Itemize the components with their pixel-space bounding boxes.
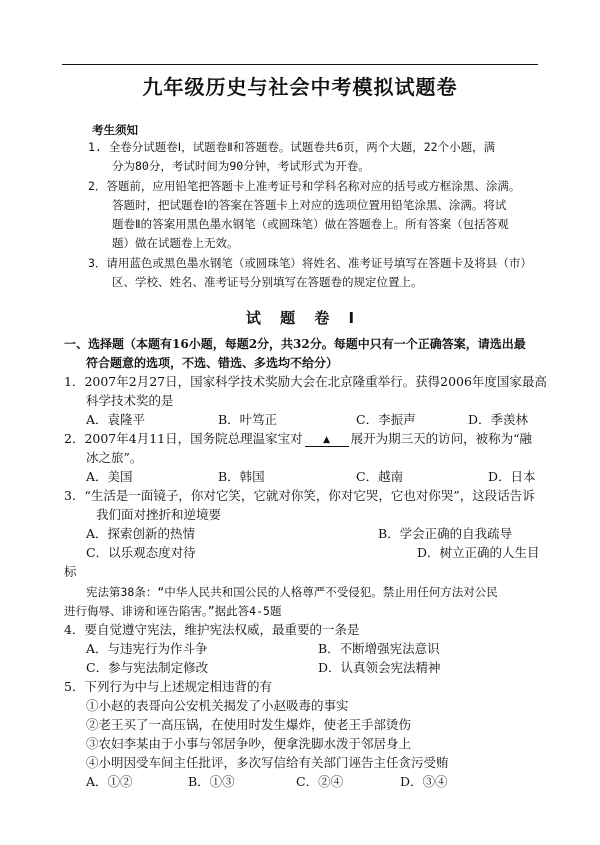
option-a[interactable]: A．袁隆平 xyxy=(86,412,146,427)
part1-heading-line: 符合题意的选项，不选、错选、多选均不给分） xyxy=(86,356,339,370)
option-c[interactable]: C．李振声 xyxy=(356,412,416,427)
option-b[interactable]: B．学会正确的自我疏导 xyxy=(378,526,513,541)
option-b[interactable]: B．①③ xyxy=(188,774,235,789)
notice-line: 2．答题前，应用铅笔把答题卡上准考证号和学科名称对应的括号或方框涂黑、涂满。 xyxy=(88,179,521,193)
notice-line: 题）做在试题卷上无效。 xyxy=(112,236,239,250)
option-c[interactable]: C．参与宪法制定修改 xyxy=(86,660,209,675)
option-d[interactable]: D．日本 xyxy=(488,469,536,484)
notice-line: 题卷Ⅱ的答案用黑色墨水钢笔（或圆珠笔）做在答题卷上。所有答案（包括答观 xyxy=(112,217,509,231)
notice-line: 答题时，把试题卷Ⅰ的答案在答题卡上对应的选项位置用铅笔涂黑、涂满。将试 xyxy=(112,198,507,212)
option-d[interactable]: D．认真领会宪法精神 xyxy=(318,660,441,675)
question-text: 3．“生活是一面镜子，你对它笑，它就对你笑，你对它哭，它也对你哭”，这段话告诉 xyxy=(64,488,535,503)
question-text: 1．2007年2月27日，国家科学技术奖励大会在北京隆重举行。获得2006年度国家最高 xyxy=(64,374,547,389)
notice-line: 3．请用蓝色或黑色墨水钢笔（或圆珠笔）将姓名、准考证号填写在答题卡及将县（市） xyxy=(88,256,532,270)
statement-item: ③农妇李某由于小事与邻居争吵，便拿洗脚水泼于邻居身上 xyxy=(86,736,412,751)
notice-heading: 考生须知 xyxy=(92,123,138,137)
material-line: 宪法第38条：“中华人民共和国公民的人格尊严不受侵犯。禁止用任何方法对公民 xyxy=(86,585,498,599)
question-text xyxy=(64,431,532,447)
option-b[interactable]: B．韩国 xyxy=(218,469,265,484)
statement-item: ④小明因受车间主任批评，多次写信给有关部门诬告主任贪污受贿 xyxy=(86,755,449,770)
option-a[interactable]: A．与违宪行为作斗争 xyxy=(86,641,208,656)
notice-line: 1. 全卷分试题卷Ⅰ，试题卷Ⅱ和答题卷。试题卷共6页，两个大题，22个小题，满 xyxy=(88,140,496,154)
question-text: 4．要自觉遵守宪法，维护宪法权威，最重要的一条是 xyxy=(64,622,360,637)
option-c[interactable]: C．②④ xyxy=(296,774,344,789)
answer-blank: ▲ xyxy=(305,434,349,447)
question-text-part: 展开为期三天的访问，被称为“融 xyxy=(350,431,533,446)
option-b[interactable]: B．叶笃正 xyxy=(218,412,278,427)
section-title: 试 题 卷 Ⅰ xyxy=(245,309,355,327)
notice-line: 区、学校、姓名、准考证号分别填写在答题卷的规定位置上。 xyxy=(112,275,423,289)
page-title: 九年级历史与社会中考模拟试题卷 xyxy=(142,75,458,99)
question-text: 我们面对挫折和逆境要 xyxy=(96,507,222,522)
part1-heading-line: 一、选择题（本题有16小题，每题2分，共32分。每题中只有一个正确答案，请选出最 xyxy=(64,337,526,351)
option-d[interactable]: D．③④ xyxy=(400,774,448,789)
option-a[interactable]: A．探索创新的热情 xyxy=(86,526,196,541)
statement-item: ①小赵的表哥向公安机关揭发了小赵吸毒的事实 xyxy=(86,698,349,713)
question-text-part: 2．2007年4月11日，国务院总理温家宝对 xyxy=(64,431,303,446)
option-d[interactable]: D．树立正确的人生目 xyxy=(417,545,540,560)
option-a[interactable]: A．美国 xyxy=(86,469,133,484)
option-a[interactable]: A．①② xyxy=(86,774,133,789)
question-text: 5．下列行为中与上述规定相违背的有 xyxy=(64,679,272,694)
question-text: 冰之旅”。 xyxy=(86,450,143,465)
notice-line: 分为80分，考试时间为90分钟，考试形式为开卷。 xyxy=(112,159,370,173)
option-wrap-text: 标 xyxy=(64,564,77,579)
option-b[interactable]: B．不断增强宪法意识 xyxy=(318,641,440,656)
material-line: 进行侮辱、诽谤和诬告陷害。”据此答4-5题 xyxy=(64,604,282,618)
statement-item: ②老王买了一高压锅，在使用时发生爆炸，使老王手部烫伤 xyxy=(86,717,412,732)
top-rule xyxy=(62,64,538,65)
option-d[interactable]: D．季羡林 xyxy=(468,412,529,427)
option-c[interactable]: C．越南 xyxy=(356,469,404,484)
option-c[interactable]: C．以乐观态度对待 xyxy=(86,545,196,560)
question-text: 科学技术奖的是 xyxy=(86,393,174,408)
